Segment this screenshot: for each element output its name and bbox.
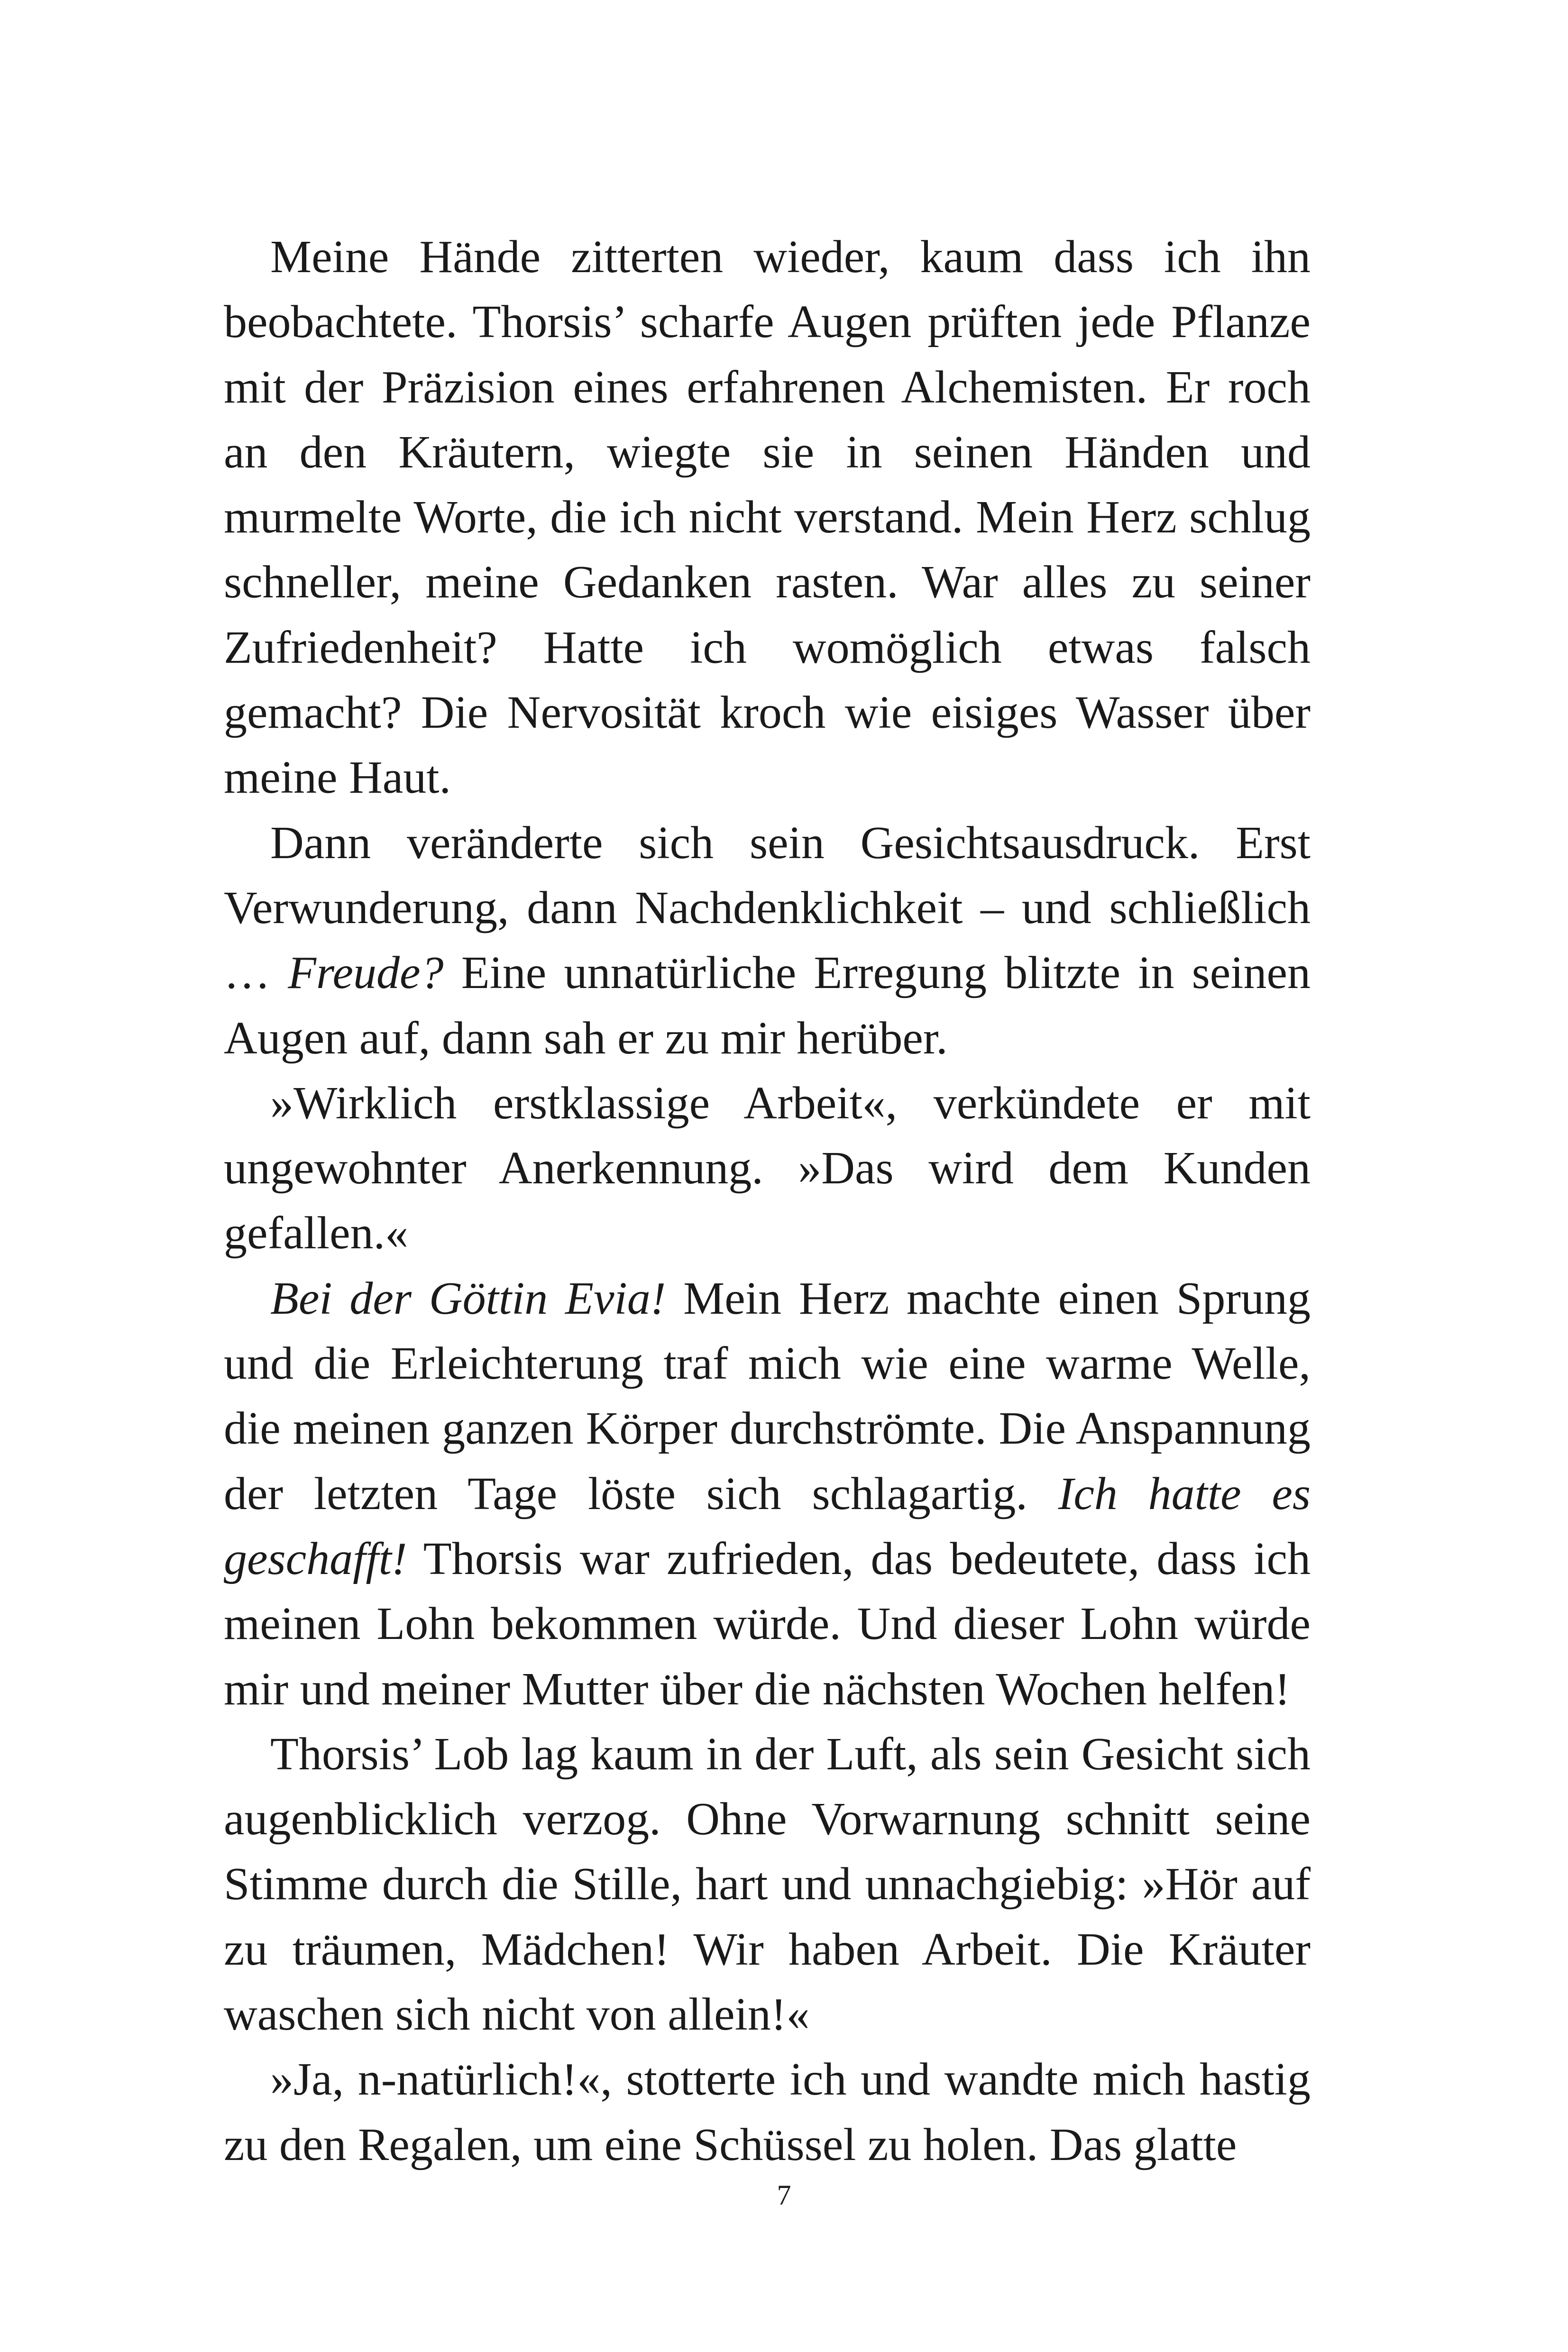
paragraph-2-text-a: Dann veränderte sich sein Gesichtsausdruck. Erst Verwunderung, dann Nachdenklichkeit – und schließlich … (224, 817, 1311, 999)
paragraph-1-text: Meine Hände zitterten wieder, kaum dass ich ihn beobachtete. Thorsis’ scharfe Augen prüften jede Pflanze mit der Präzision eines erfahrenen Alchemisten. Er roch an den Kräutern, wiegte sie in seinen Händen und murmelte Worte, die ich nicht verstand. Mein Herz schlug schneller, meine Gedanken rasten. War alles zu seiner Zufriedenheit? Hatte ich womöglich etwas falsch gemacht? Die Nervosität kroch wie eisiges Wasser über meine Haut. (224, 231, 1311, 804)
page-number: 7 (777, 2179, 791, 2211)
paragraph-2-text-b: Eine unnatürliche Erregung blitzte in seinen Augen auf, dann sah er zu mir herüber. (224, 947, 1311, 1064)
paragraph-6 (224, 2047, 1311, 2178)
paragraph-2-italic-freude: Freude? (288, 947, 444, 999)
paragraph-6-text: »Ja, n-natürlich!«, stotterte ich und wandte mich hastig zu den Regalen, um eine Schüssel zu holen. Das glatte (224, 2054, 1311, 2170)
paragraph-5 (224, 1722, 1311, 2047)
paragraph-4-italic-geschafft: Ich hatte es geschafft! (224, 1468, 1311, 1584)
paragraph-4-text-a: Mein Herz machte einen Sprung und die Erleichterung traf mich wie eine warme Welle, die meinen ganzen Körper durchströmte. Die Anspannung der letzten Tage löste sich schlagartig. (224, 1272, 1311, 1519)
paragraph-1 (224, 225, 1311, 811)
paragraph-4-italic-goettin: Bei der Göttin Evia! (270, 1272, 666, 1324)
paragraph-4 (224, 1266, 1311, 1722)
paragraph-3-text: »Wirklich erstklassige Arbeit«, verkündete er mit ungewohnter Anerkennung. »Das wird dem Kunden gefallen.« (224, 1077, 1311, 1259)
paragraph-5-text: Thorsis’ Lob lag kaum in der Luft, als sein Gesicht sich augenblicklich verzog. Ohne Vorwarnung schnitt seine Stimme durch die Stille, hart und unnachgiebig: »Hör auf zu träumen, Mädchen! Wir haben Arbeit. Die Kräuter waschen sich nicht von allein!« (224, 1728, 1311, 2041)
paragraph-2 (224, 811, 1311, 1071)
body-text (224, 225, 1311, 2178)
paragraph-3 (224, 1071, 1311, 1266)
paragraph-4-text-b: Thorsis war zufrieden, das bedeutete, dass ich meinen Lohn bekommen würde. Und dieser Lohn würde mir und meiner Mutter über die nächsten Wochen helfen! (224, 1533, 1311, 1715)
